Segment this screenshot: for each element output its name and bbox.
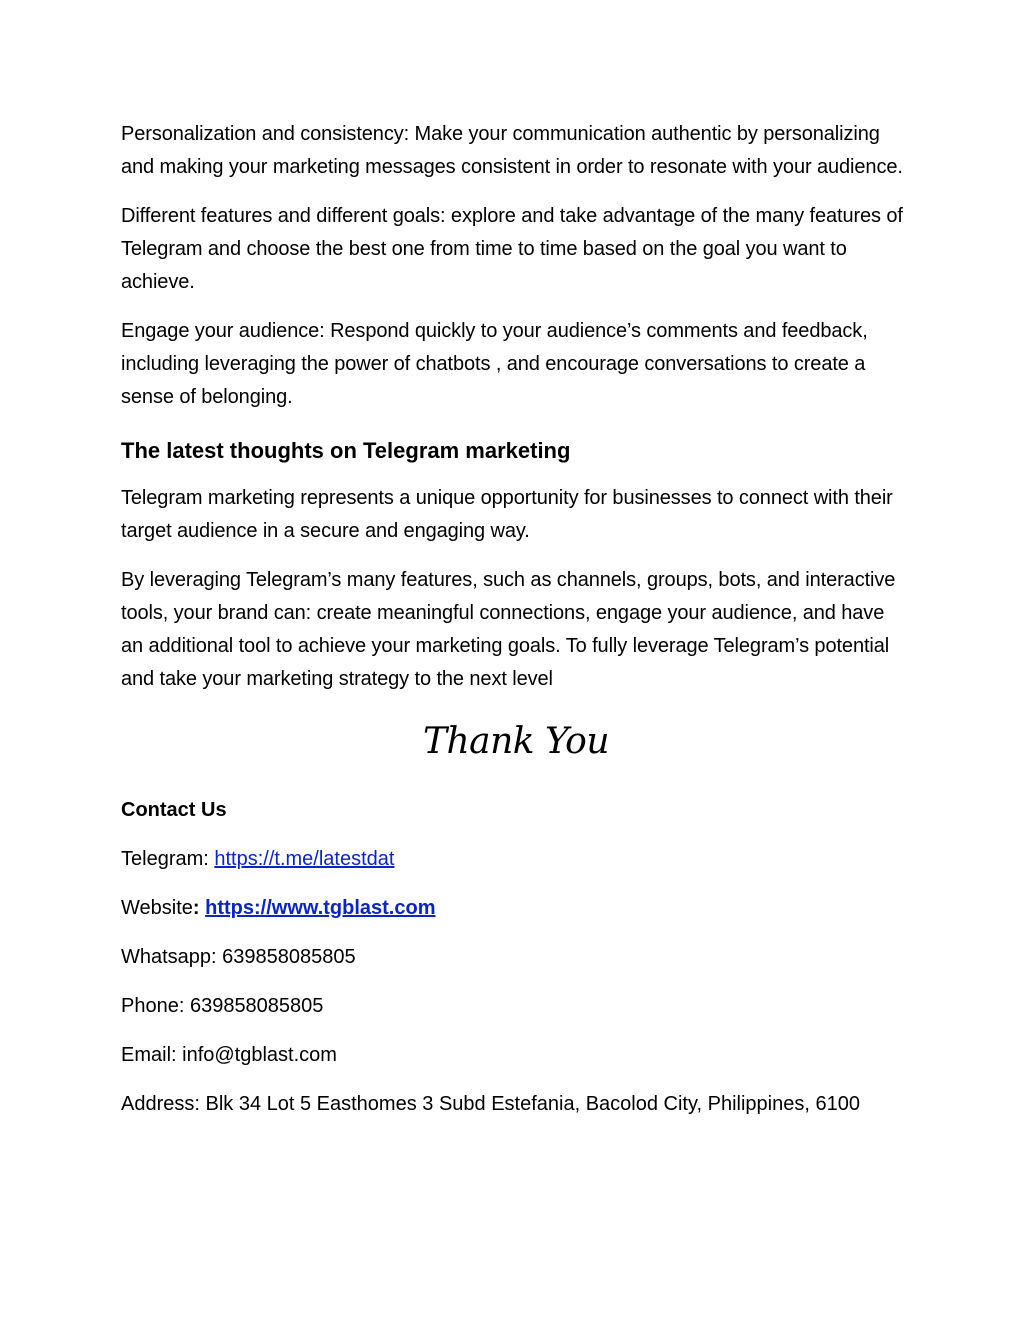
contact-telegram [121, 843, 911, 876]
thank-you-text: Thank You [422, 721, 610, 762]
paragraph-personalization: Personalization and consistency: Make your communication authentic by personalizing and making your marketing messages consistent in order to resonate with your audience. [121, 123, 903, 178]
contact-title: Contact Us [121, 799, 227, 821]
paragraph-features-goals: Different features and different goals: explore and take advantage of the many features of Telegram and choose the best one from time to time based on the goal you want to achieve. [121, 205, 903, 293]
contact-email: Email: info@tgblast.com [121, 1044, 337, 1066]
website-link[interactable]: https://www.tgblast.com [205, 897, 436, 919]
document-page [121, 118, 911, 1137]
contact-address: Address: Blk 34 Lot 5 Easthomes 3 Subd Estefania, Bacolod City, Philippines, 6100 [121, 1093, 860, 1115]
paragraph-engage-audience: Engage your audience: Respond quickly to your audience’s comments and feedback, including leveraging the power of chatbots , and encourage conversations to create a sense of belonging. [121, 320, 868, 408]
contact-website [121, 892, 911, 925]
telegram-link[interactable]: https://t.me/latestdat [214, 848, 395, 870]
telegram-label: Telegram: [121, 848, 215, 870]
website-label: Website [121, 897, 193, 919]
paragraph-opportunity: Telegram marketing represents a unique opportunity for businesses to connect with their target audience in a secure and engaging way. [121, 487, 893, 542]
section-heading: The latest thoughts on Telegram marketing [121, 438, 571, 463]
website-colon: : [192, 897, 206, 919]
contact-phone: Phone: 639858085805 [121, 995, 324, 1017]
paragraph-leveraging: By leveraging Telegram’s many features, such as channels, groups, bots, and interactive tools, your brand can: create meaningful connections, engage your audience, and have an additional tool to achieve your marketing goals. To fully leverage Telegram’s potential and take your marketing strategy to the next level [121, 569, 896, 690]
contact-whatsapp: Whatsapp: 639858085805 [121, 946, 356, 968]
